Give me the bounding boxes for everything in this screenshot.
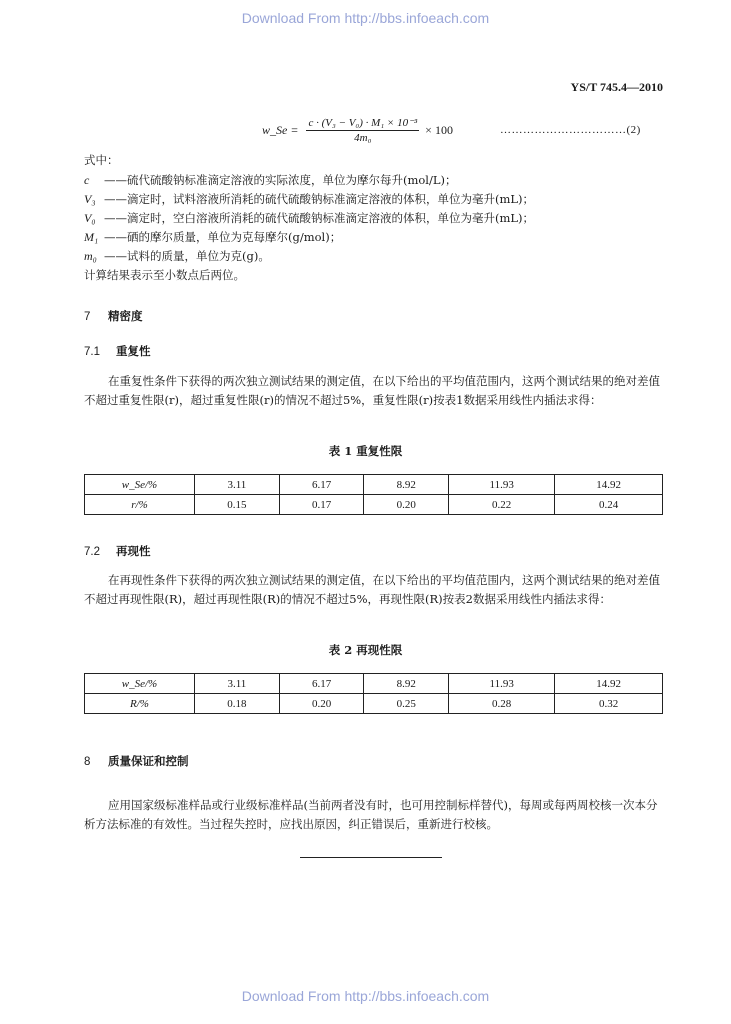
- watermark-bottom: Download From http://bbs.infoeach.com: [241, 988, 490, 1004]
- section-8-title: 质量保证和控制: [108, 754, 189, 768]
- formula-tail: × 100: [425, 122, 453, 137]
- table-row: [85, 495, 663, 515]
- table-cell: 0.20: [364, 495, 449, 515]
- table-cell: 3.11: [195, 674, 280, 694]
- table-row: [85, 694, 663, 714]
- table-1-caption: 表 1 重复性限: [328, 444, 403, 458]
- end-rule: [300, 857, 442, 858]
- definition-item: [84, 172, 457, 188]
- table-cell: 0.32: [555, 694, 663, 714]
- table-cell: 0.17: [279, 495, 364, 515]
- table-cell: 0.20: [279, 694, 364, 714]
- table-cell: 8.92: [364, 475, 449, 495]
- equation-number: ……………………………(2): [500, 124, 641, 136]
- table-cell: 0.28: [449, 694, 555, 714]
- table-row-label: R/%: [85, 694, 195, 714]
- definition-text: ——试料的质量，单位为克(g)。: [104, 249, 270, 263]
- section-7-1-heading: [84, 343, 151, 359]
- section-8-heading: [84, 753, 189, 769]
- formula-fraction: [306, 116, 419, 144]
- table-cell: 8.92: [364, 674, 449, 694]
- table-cell: 0.22: [449, 495, 555, 515]
- table-cell: 0.25: [364, 694, 449, 714]
- table-cell: 0.15: [195, 495, 280, 515]
- section-7-1-number: 7.1: [84, 346, 100, 358]
- formula-lhs: w_Se =: [262, 122, 299, 137]
- table-cell: 3.11: [195, 475, 280, 495]
- table-cell: 11.93: [449, 674, 555, 694]
- table-cell: 14.92: [555, 674, 663, 694]
- definition-item: [84, 229, 341, 245]
- table-cell: 0.18: [195, 694, 280, 714]
- definition-symbol: m₀: [84, 249, 97, 263]
- definition-text: ——硫代硫酸钠标准滴定溶液的实际浓度，单位为摩尔每升(mol/L)；: [104, 173, 457, 187]
- section-7-1-title: 重复性: [116, 344, 151, 358]
- formula-2: [262, 116, 453, 144]
- section-7-heading: [84, 308, 143, 324]
- definition-symbol: V₀: [84, 211, 96, 225]
- section-7-number: 7: [84, 311, 91, 323]
- section-7-title: 精密度: [108, 309, 143, 323]
- table-cell: 6.17: [279, 674, 364, 694]
- definition-text: ——硒的摩尔质量，单位为克每摩尔(g/mol)；: [104, 230, 342, 244]
- section-7-1-paragraph: 在重复性条件下获得的两次独立测试结果的测定值，在以下给出的平均值范围内，这两个测试结果的绝对差值不超过重复性限(r)，超过重复性限(r)的情况不超过5%，重复性限(r)按表1数据采用线性内插法求得：: [84, 374, 660, 407]
- definition-item: [84, 191, 534, 207]
- definition-text: ——滴定时，空白溶液所消耗的硫代硫酸钠标准滴定溶液的体积，单位为毫升(mL)；: [104, 211, 535, 225]
- table-2-caption: 表 2 再现性限: [328, 643, 403, 657]
- table-row-label: w_Se/%: [85, 475, 195, 495]
- table-row-label: r/%: [85, 495, 195, 515]
- definition-symbol: M₁: [84, 230, 99, 244]
- definition-symbol: c: [84, 173, 90, 187]
- section-7-2-title: 再现性: [116, 544, 151, 558]
- table-row: [85, 674, 663, 694]
- definition-item: [84, 248, 270, 264]
- definition-text: ——滴定时，试料溶液所消耗的硫代硫酸钠标准滴定溶液的体积，单位为毫升(mL)；: [104, 192, 535, 206]
- watermark-top: Download From http://bbs.infoeach.com: [241, 10, 490, 26]
- section-8-paragraph: 应用国家级标准样品或行业级标准样品(当前两者没有时，也可用控制标样替代)，每周或每两周校核一次本分析方法标准的有效性。当过程失控时，应找出原因，纠正错误后，重新进行校核。: [84, 798, 658, 831]
- table-row: [85, 475, 663, 495]
- formula-numerator: c · (V₃ − V₀) · M₁ × 10⁻³: [308, 117, 418, 129]
- standard-code: YS/T 745.4—2010: [570, 80, 663, 94]
- table-cell: 0.24: [555, 495, 663, 515]
- section-7-2-heading: [84, 543, 151, 559]
- formula-denominator: 4m₀: [354, 132, 372, 144]
- definition-item: [84, 210, 534, 226]
- definition-symbol: V₃: [84, 192, 96, 206]
- section-7-2-number: 7.2: [84, 546, 100, 558]
- table-cell: 6.17: [279, 475, 364, 495]
- section-7-2-paragraph: 在再现性条件下获得的两次独立测试结果的测定值，在以下给出的平均值范围内，这两个测试结果的绝对差值不超过再现性限(R)，超过再现性限(R)的情况不超过5%，再现性限(R)按表2数据采用线性内插法求得：: [84, 573, 660, 606]
- table-cell: 14.92: [555, 475, 663, 495]
- table-row-label: w_Se/%: [85, 674, 195, 694]
- table-2-reproducibility: [84, 673, 663, 714]
- result-note: 计算结果表示至小数点后两位。: [84, 268, 245, 282]
- definitions-intro: 式中：: [84, 153, 119, 167]
- section-8-number: 8: [84, 756, 91, 768]
- table-1-repeatability: [84, 474, 663, 515]
- table-cell: 11.93: [449, 475, 555, 495]
